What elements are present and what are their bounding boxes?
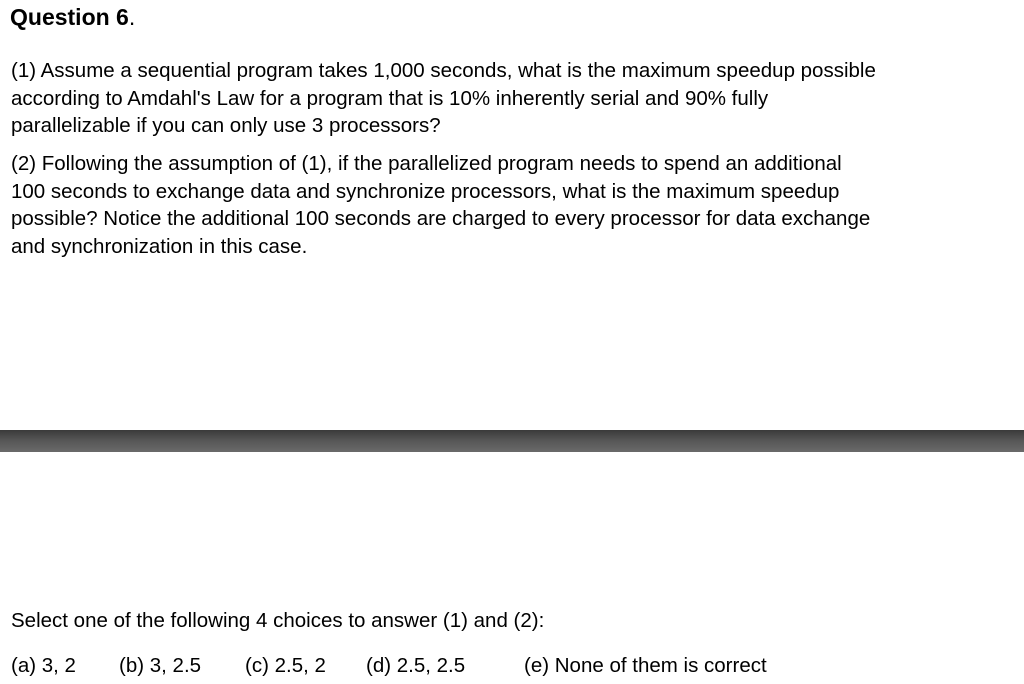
part-2-line: possible? Notice the additional 100 seconds are charged to every processor for data exchange <box>11 207 871 230</box>
part-2-line: (2) Following the assumption of (1), if the parallelized program needs to spend an additional <box>11 152 842 175</box>
question-title-dot: . <box>128 4 136 30</box>
choice-b[interactable]: (b) 3, 2.5 <box>119 654 202 677</box>
choice-e[interactable]: (e) None of them is correct <box>524 654 767 677</box>
question-title <box>10 3 135 31</box>
question-part-2 <box>11 150 1016 260</box>
choice-c[interactable]: (c) 2.5, 2 <box>245 654 326 677</box>
choice-a[interactable]: (a) 3, 2 <box>11 654 76 677</box>
part-1-line: parallelizable if you can only use 3 processors? <box>11 114 441 137</box>
choice-d[interactable]: (d) 2.5, 2.5 <box>366 654 466 677</box>
question-part-1 <box>11 57 1016 140</box>
part-1-line: according to Amdahl's Law for a program that is 10% inherently serial and 90% fully <box>11 86 769 110</box>
answer-prompt: Select one of the following 4 choices to answer (1) and (2): <box>11 609 545 632</box>
part-1-line: (1) Assume a sequential program takes 1,000 seconds, what is the maximum speedup possible <box>11 59 876 82</box>
part-2-line: 100 seconds to exchange data and synchronize processors, what is the maximum speedup <box>11 179 840 203</box>
section-divider <box>0 430 1024 452</box>
question-title-text: Question 6 <box>10 4 129 30</box>
part-2-line: and synchronization in this case. <box>11 234 308 258</box>
